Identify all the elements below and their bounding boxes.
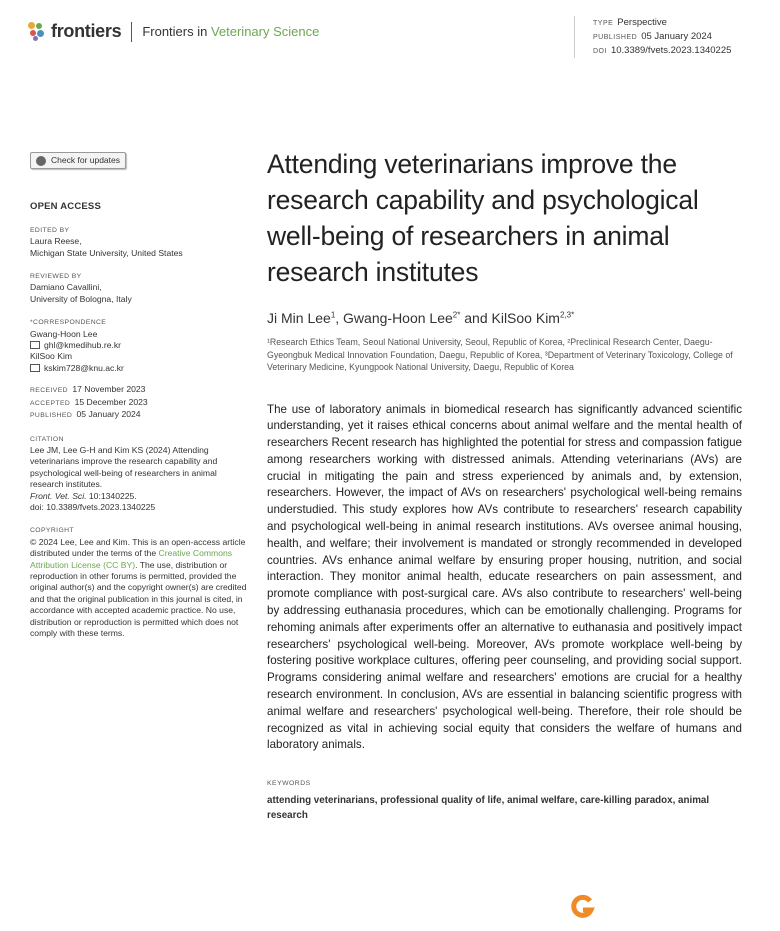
accepted-date: ACCEPTED 15 December 2023 — [30, 396, 148, 407]
cc-by-license-link[interactable]: Creative Commons Attribution License (CC BY) — [30, 548, 233, 570]
reviewer-affiliation: University of Bologna, Italy — [30, 293, 132, 304]
mail-icon — [30, 341, 40, 349]
article-type: TYPE Perspective — [593, 17, 667, 28]
keywords: attending veterinarians, professional quality of life, animal welfare, care-killing paradox, animal research — [267, 795, 710, 822]
article-doi: DOI 10.3389/fvets.2023.1340225 — [593, 45, 732, 56]
history-dates — [30, 384, 250, 421]
citation-text: Lee JM, Lee G-H and Kim KS (2024) Attending veterinarians improve the research capability and psychological well-being of researchers in animal research institutes. Front. Vet. Sci. 10:1340225. doi: 10.3389/fvets.2023.1340225 — [30, 444, 218, 512]
author-link[interactable]: Ji Min Lee — [267, 310, 331, 326]
mail-icon — [30, 364, 40, 372]
g-watermark-icon — [569, 894, 595, 920]
corr2-email[interactable]: kskim728@knu.ac.kr — [30, 363, 250, 374]
editor-affiliation: Michigan State University, United States — [30, 247, 183, 258]
editor-name: Laura Reese, — [30, 236, 82, 247]
article-published: PUBLISHED 05 January 2024 — [593, 31, 712, 42]
author-link[interactable]: KilSoo Kim — [491, 310, 560, 326]
open-access-label: OPEN ACCESS — [30, 201, 102, 213]
article-meta — [574, 16, 731, 58]
copyright-label: COPYRIGHT — [30, 527, 75, 535]
affiliations: ¹Research Ethics Team, Seoul National University, Seoul, Republic of Korea, ²Preclinical Research Center, Daegu-Gyeongbuk Medical Innovation Foundation, Daegu, Republic of Korea, ³Department of Veterinary Toxicology, College of Veterinary Medicine, Kyungpook National University, Daegu, Republic of Korea — [267, 337, 733, 372]
page-header — [0, 0, 780, 70]
reviewer-name: Damiano Cavallini, — [30, 282, 102, 293]
corr1-email[interactable]: ghl@kmedihub.re.kr — [30, 340, 250, 351]
frontiers-logo-icon — [28, 22, 46, 42]
copyright-text: © 2024 Lee, Lee and Kim. This is an open-access article distributed under the terms of the Creative Commons Attribution License (CC BY). The use, distribution or reproduction in other forums is permitted, provided the original author(s) and the copyright owner(s) are credited and that the original publication in this journal is cited, in accordance with accepted academic practice. No use, distribution or reproduction is permitted which does not comply with these terms. — [30, 536, 247, 638]
corr1-name: Gwang-Hoon Lee — [30, 328, 98, 339]
published-date: PUBLISHED 05 January 2024 — [30, 409, 141, 420]
abstract: The use of laboratory animals in biomedical research has significantly advanced scientific understanding, yet it raises ethical concerns about animal welfare and the mental health of researchers Recent research has highlighted the potential for stress and compassion fatigue among researchers working with distressed animals. Attending veterinarians (AVs) are crucial in mitigating the pain and stress experienced by animals and, by extension, researchers. However, the impact of AVs on researchers' psychological well-being remains understudied. This study explores how AVs contribute to researchers' research capability and psychological well-being in animal research institutions. AVs oversee animal housing, health, and welfare; their involvement is mandated or strongly recommended in developed countries. AVs enhance animal welfare by ensuring proper housing, nutrition, and social interaction. They monitor animal health, educate researchers on pain assessment, and promote compliance with post-surgical care. AVs also contribute to researchers' well-being by addressing euthanasia procedures, which can be emotionally challenging. Programs for rehoming animals after experiments offer an alternative to euthanasia and positively impact researchers' psychological well-being. Moreover, AVs promote workplace well-being by fostering positive workplace cultures, offering peer counseling, and providing social support. Programs considering animal welfare and researchers' emotions are crucial for a healthy research environment. In conclusion, AVs are essential in balancing scientific progress with animal welfare and researchers' psychological well-being. Therefore, their role should be recognized as vital in achieving social equity that considers the welfare of humans and laboratory animals. — [267, 402, 742, 752]
article-main — [267, 146, 742, 823]
keywords-label: KEYWORDS — [267, 780, 311, 788]
corr2-name: KilSoo Kim — [30, 351, 73, 362]
check-for-updates-button[interactable]: Check for updates — [30, 152, 126, 169]
logo-divider — [131, 22, 132, 42]
author-link[interactable]: Gwang-Hoon Lee — [343, 310, 453, 326]
refresh-icon — [36, 156, 46, 166]
sidebar — [30, 152, 250, 639]
article-title: Attending veterinarians improve the research capability and psychological well-being of researchers in animal research institutes — [267, 149, 699, 287]
correspondence-label: *CORRESPONDENCE — [30, 319, 107, 327]
citation-label: CITATION — [30, 435, 64, 443]
frontiers-logo[interactable] — [28, 21, 319, 42]
edited-by-label: EDITED BY — [30, 226, 70, 234]
brand-name: frontiers — [51, 21, 122, 41]
reviewed-by-label: REVIEWED BY — [30, 273, 82, 281]
journal-name[interactable]: Frontiers in Veterinary Science — [142, 24, 320, 39]
received-date: RECEIVED 17 November 2023 — [30, 384, 146, 395]
author-list: Ji Min Lee$^1$, Gwang-Hoon Lee$^{2*}$ and KilSoo Kim$^{2,3*}$ — [267, 310, 575, 326]
